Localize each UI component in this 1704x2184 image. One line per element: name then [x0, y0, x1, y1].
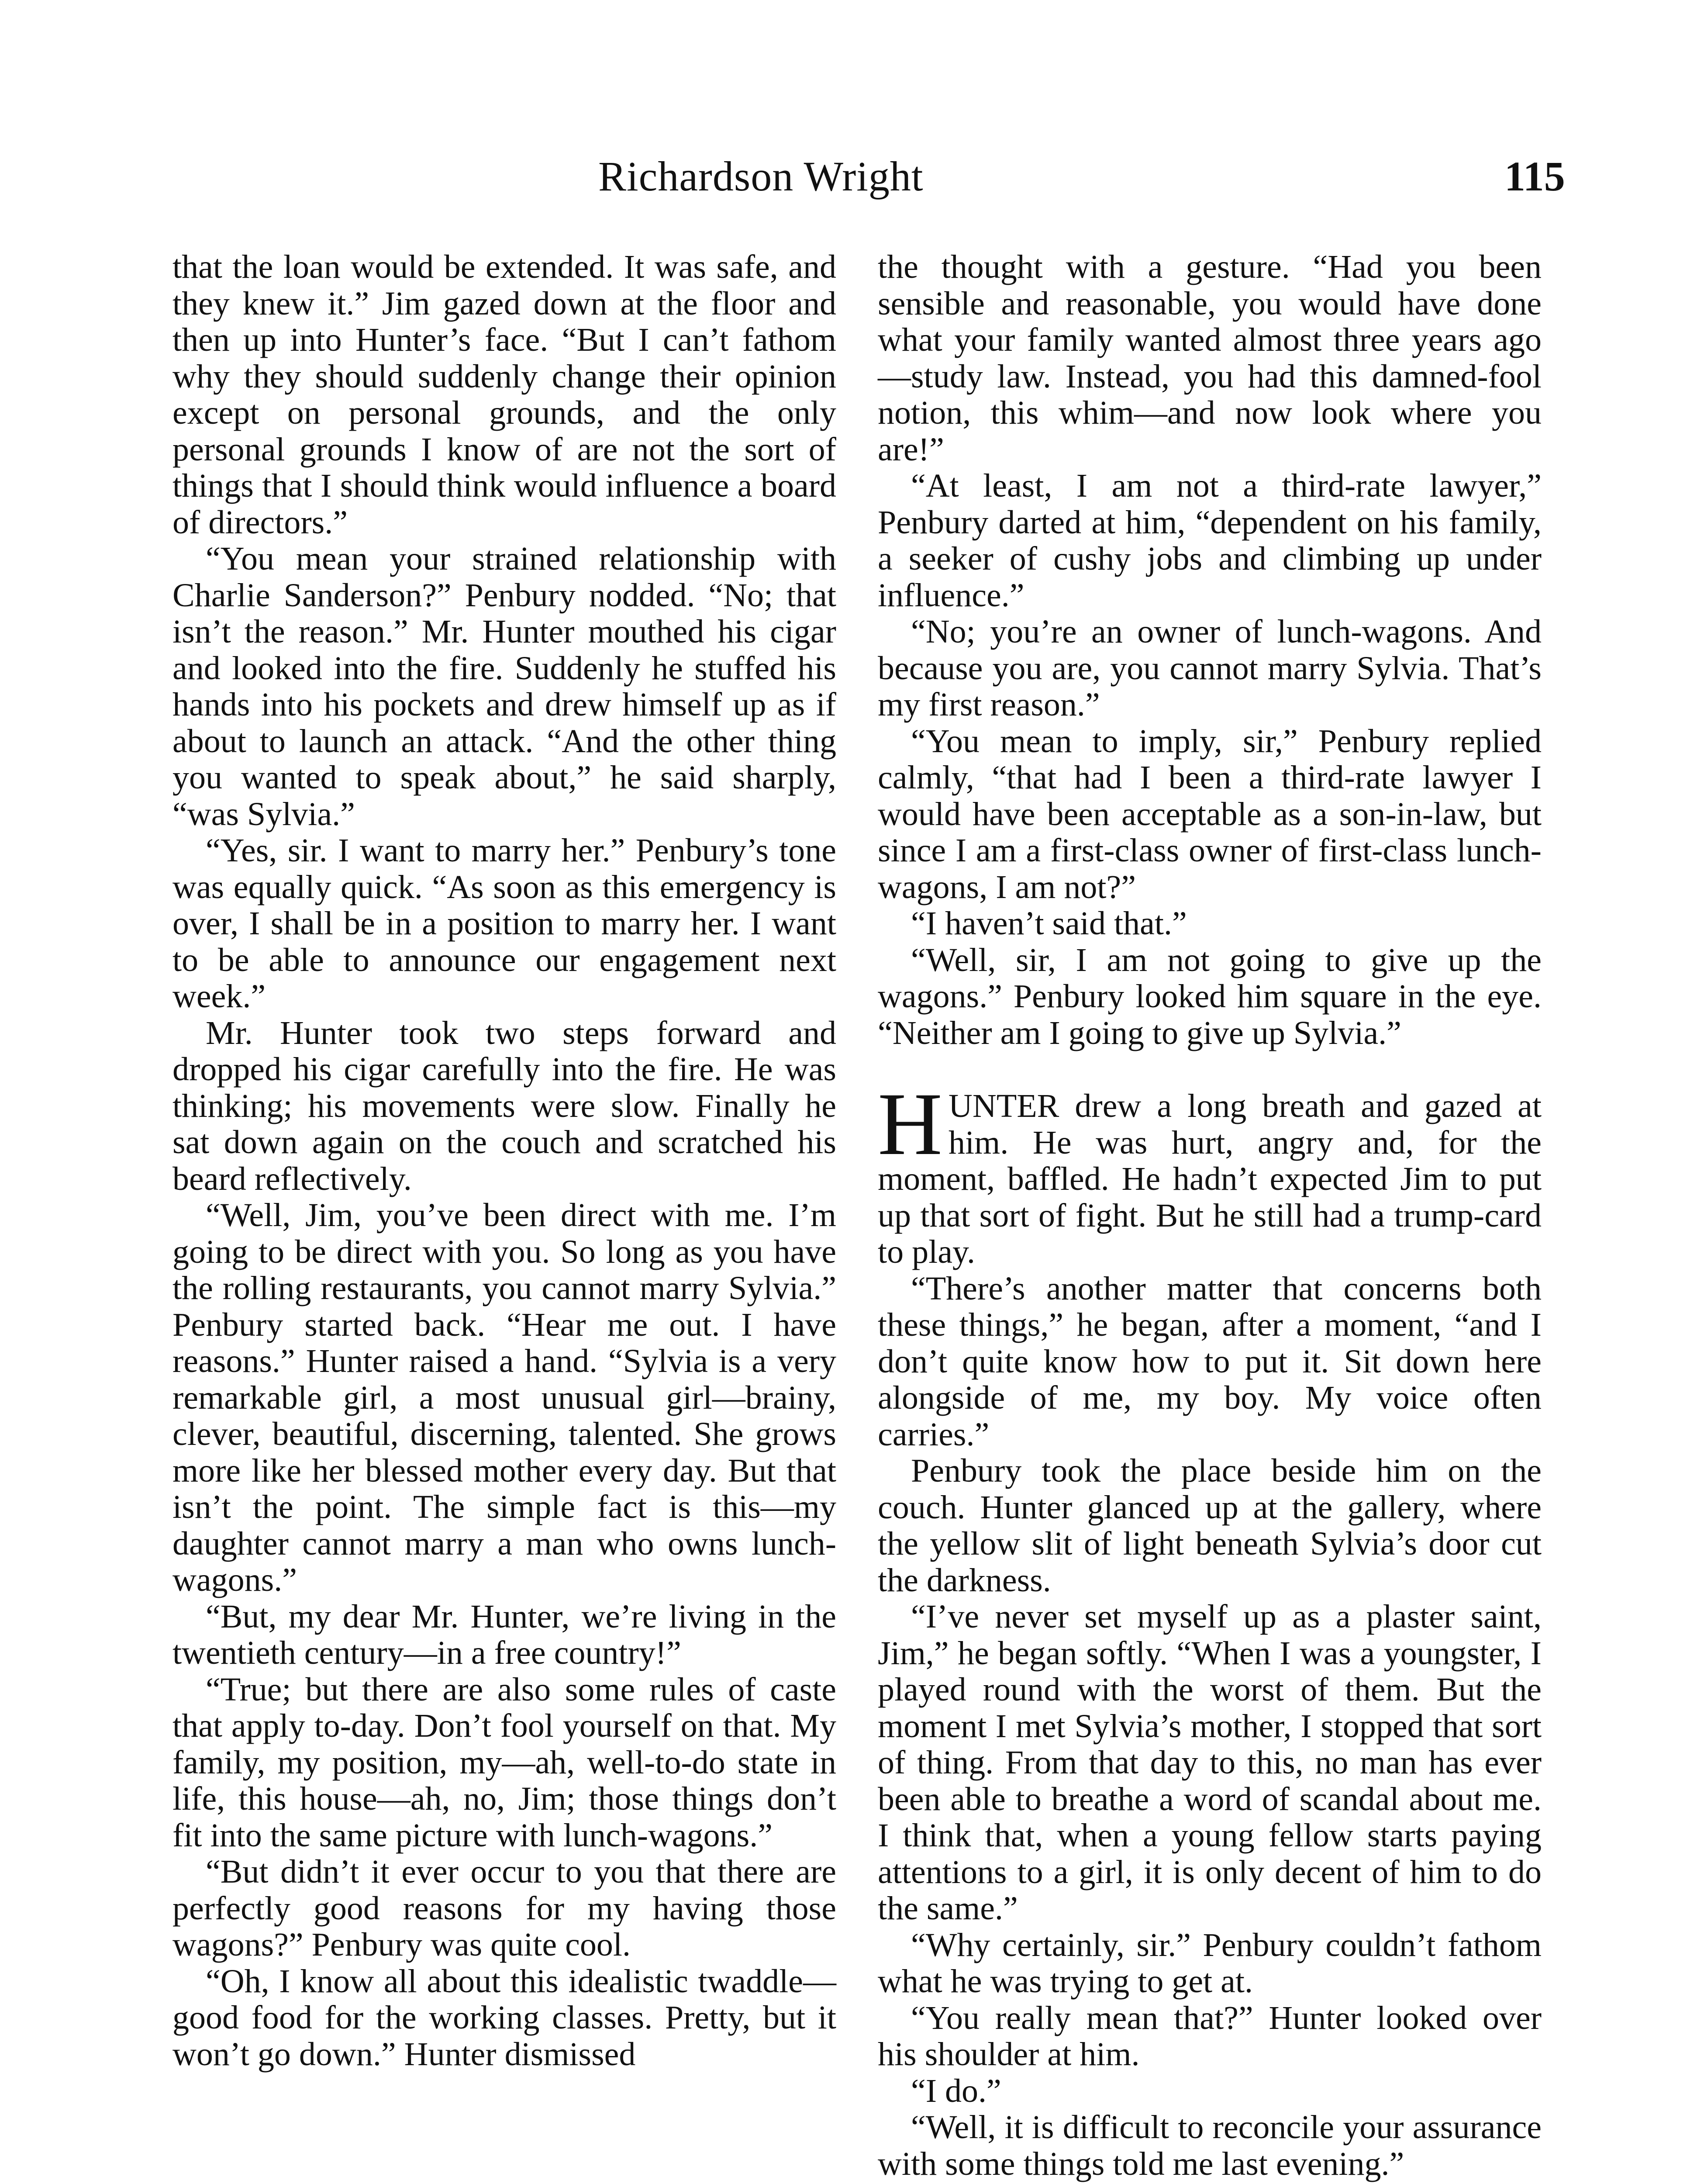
paragraph: “There’s another matter that concerns both these things,” he began, after a moment, “and I don’t quite know how to put it. Sit down here alongside of me, my boy. My voice often carries.”	[878, 1270, 1542, 1453]
paragraph: the thought with a gesture. “Had you been sensible and reasonable, you would have done what your family wanted almost three years ago—study law. Instead, you had this damned-fool notion, this whim—and now look where you are!”	[878, 249, 1542, 468]
paragraph: “Well, it is difficult to reconcile your assurance with some things told me last evening.”	[878, 2109, 1542, 2182]
running-head-title: Richardson Wright	[598, 153, 924, 200]
section-break	[878, 1051, 1542, 1088]
left-column	[172, 249, 836, 2073]
paragraph: “You mean to imply, sir,” Penbury replied calmly, “that had I been a third-rate lawyer I would have been acceptable as a son-in-law, but since I am a first-class owner of first-class lunch-wagons, I am not?”	[878, 722, 1542, 905]
paragraph: Mr. Hunter took two steps forward and dropped his cigar carefully into the fire. He was thinking; his movements were slow. Finally he sat down again on the couch and scratched his beard reflectively.	[172, 1014, 836, 1197]
drop-cap: H	[878, 1075, 943, 1174]
section-opening-paragraph	[878, 1075, 1542, 1271]
paragraph: that the loan would be extended. It was safe, and they knew it.” Jim gazed down at the floor and then up into Hunter’s face. “But I can’t fathom why they should suddenly change their opinion except on personal grounds, and the only personal grounds I know of are not the sort of things that I should think would influence a board of directors.”	[172, 249, 836, 541]
paragraph: “You really mean that?” Hunter looked over his shoulder at him.	[878, 1999, 1542, 2073]
paragraph: Penbury took the place beside him on the couch. Hunter glanced up at the gallery, where the yellow slit of light beneath Sylvia’s door cut the darkness.	[878, 1452, 1542, 1599]
paragraph: “Well, sir, I am not going to give up the wagons.” Penbury looked him square in the eye. “Neither am I going to give up Sylvia.”	[878, 941, 1542, 1051]
paragraph: “I haven’t said that.”	[911, 905, 1187, 942]
paragraph: “No; you’re an owner of lunch-wagons. And because you are, you cannot marry Sylvia. That’s my first reason.”	[878, 613, 1542, 723]
paragraph: “True; but there are also some rules of caste that apply to-day. Don’t fool yourself on that. My family, my position, my—ah, well-to-do state in life, this house—ah, no, Jim; those things don’t fit into the same picture with lunch-wagons.”	[172, 1671, 836, 1854]
section-opening-text: UNTER drew a long breath and gazed at him. He was hurt, angry and, for the moment, baffled. He hadn’t expected Jim to put up that sort of fight. But he still had a trump-card to play.	[878, 1088, 1542, 1270]
right-column	[878, 249, 1542, 2182]
paragraph: “Oh, I know all about this idealistic twaddle—good food for the working classes. Pretty, but it won’t go down.” Hunter dismissed	[172, 1963, 836, 2073]
paragraph: “I’ve never set myself up as a plaster saint, Jim,” he began softly. “When I was a youngster, I played round with the worst of them. But the moment I met Sylvia’s mother, I stopped that sort of thing. From that day to this, no man has ever been able to breathe a word of scandal about me. I think that, when a young fellow starts paying attentions to a girl, it is only decent of him to do the same.”	[878, 1598, 1542, 1927]
paragraph: “But didn’t it ever occur to you that there are perfectly good reasons for my having those wagons?” Penbury was quite cool.	[172, 1853, 836, 1963]
paragraph: “Yes, sir. I want to marry her.” Penbury’s tone was equally quick. “As soon as this emergency is over, I shall be in a position to marry her. I want to be able to announce our engagement next week.”	[172, 832, 836, 1015]
page-number: 115	[1504, 153, 1565, 200]
paragraph: “At least, I am not a third-rate lawyer,” Penbury darted at him, “dependent on his family, a seeker of cushy jobs and climbing up under influence.”	[878, 467, 1542, 614]
paragraph: “You mean your strained relationship with Charlie Sanderson?” Penbury nodded. “No; that isn’t the reason.” Mr. Hunter mouthed his cigar and looked into the fire. Suddenly he stuffed his hands into his pockets and drew himself up as if about to launch an attack. “And the other thing you wanted to speak about,” he said sharply, “was Sylvia.”	[172, 540, 836, 833]
paragraph: “Why certainly, sir.” Penbury couldn’t fathom what he was trying to get at.	[878, 1926, 1542, 2000]
paragraph: “I do.”	[911, 2072, 1001, 2109]
paragraph: “Well, Jim, you’ve been direct with me. I’m going to be direct with you. So long as you have the rolling restaurants, you cannot marry Sylvia.” Penbury started back. “Hear me out. I have reasons.” Hunter raised a hand. “Sylvia is a very remarkable girl, a most unusual girl—brainy, clever, beautiful, discerning, talented. She grows more like her blessed mother every day. But that isn’t the point. The simple fact is this—my daughter cannot marry a man who owns lunch-wagons.”	[172, 1197, 836, 1598]
paragraph: “But, my dear Mr. Hunter, we’re living in the twentieth century—in a free country!”	[172, 1598, 836, 1671]
